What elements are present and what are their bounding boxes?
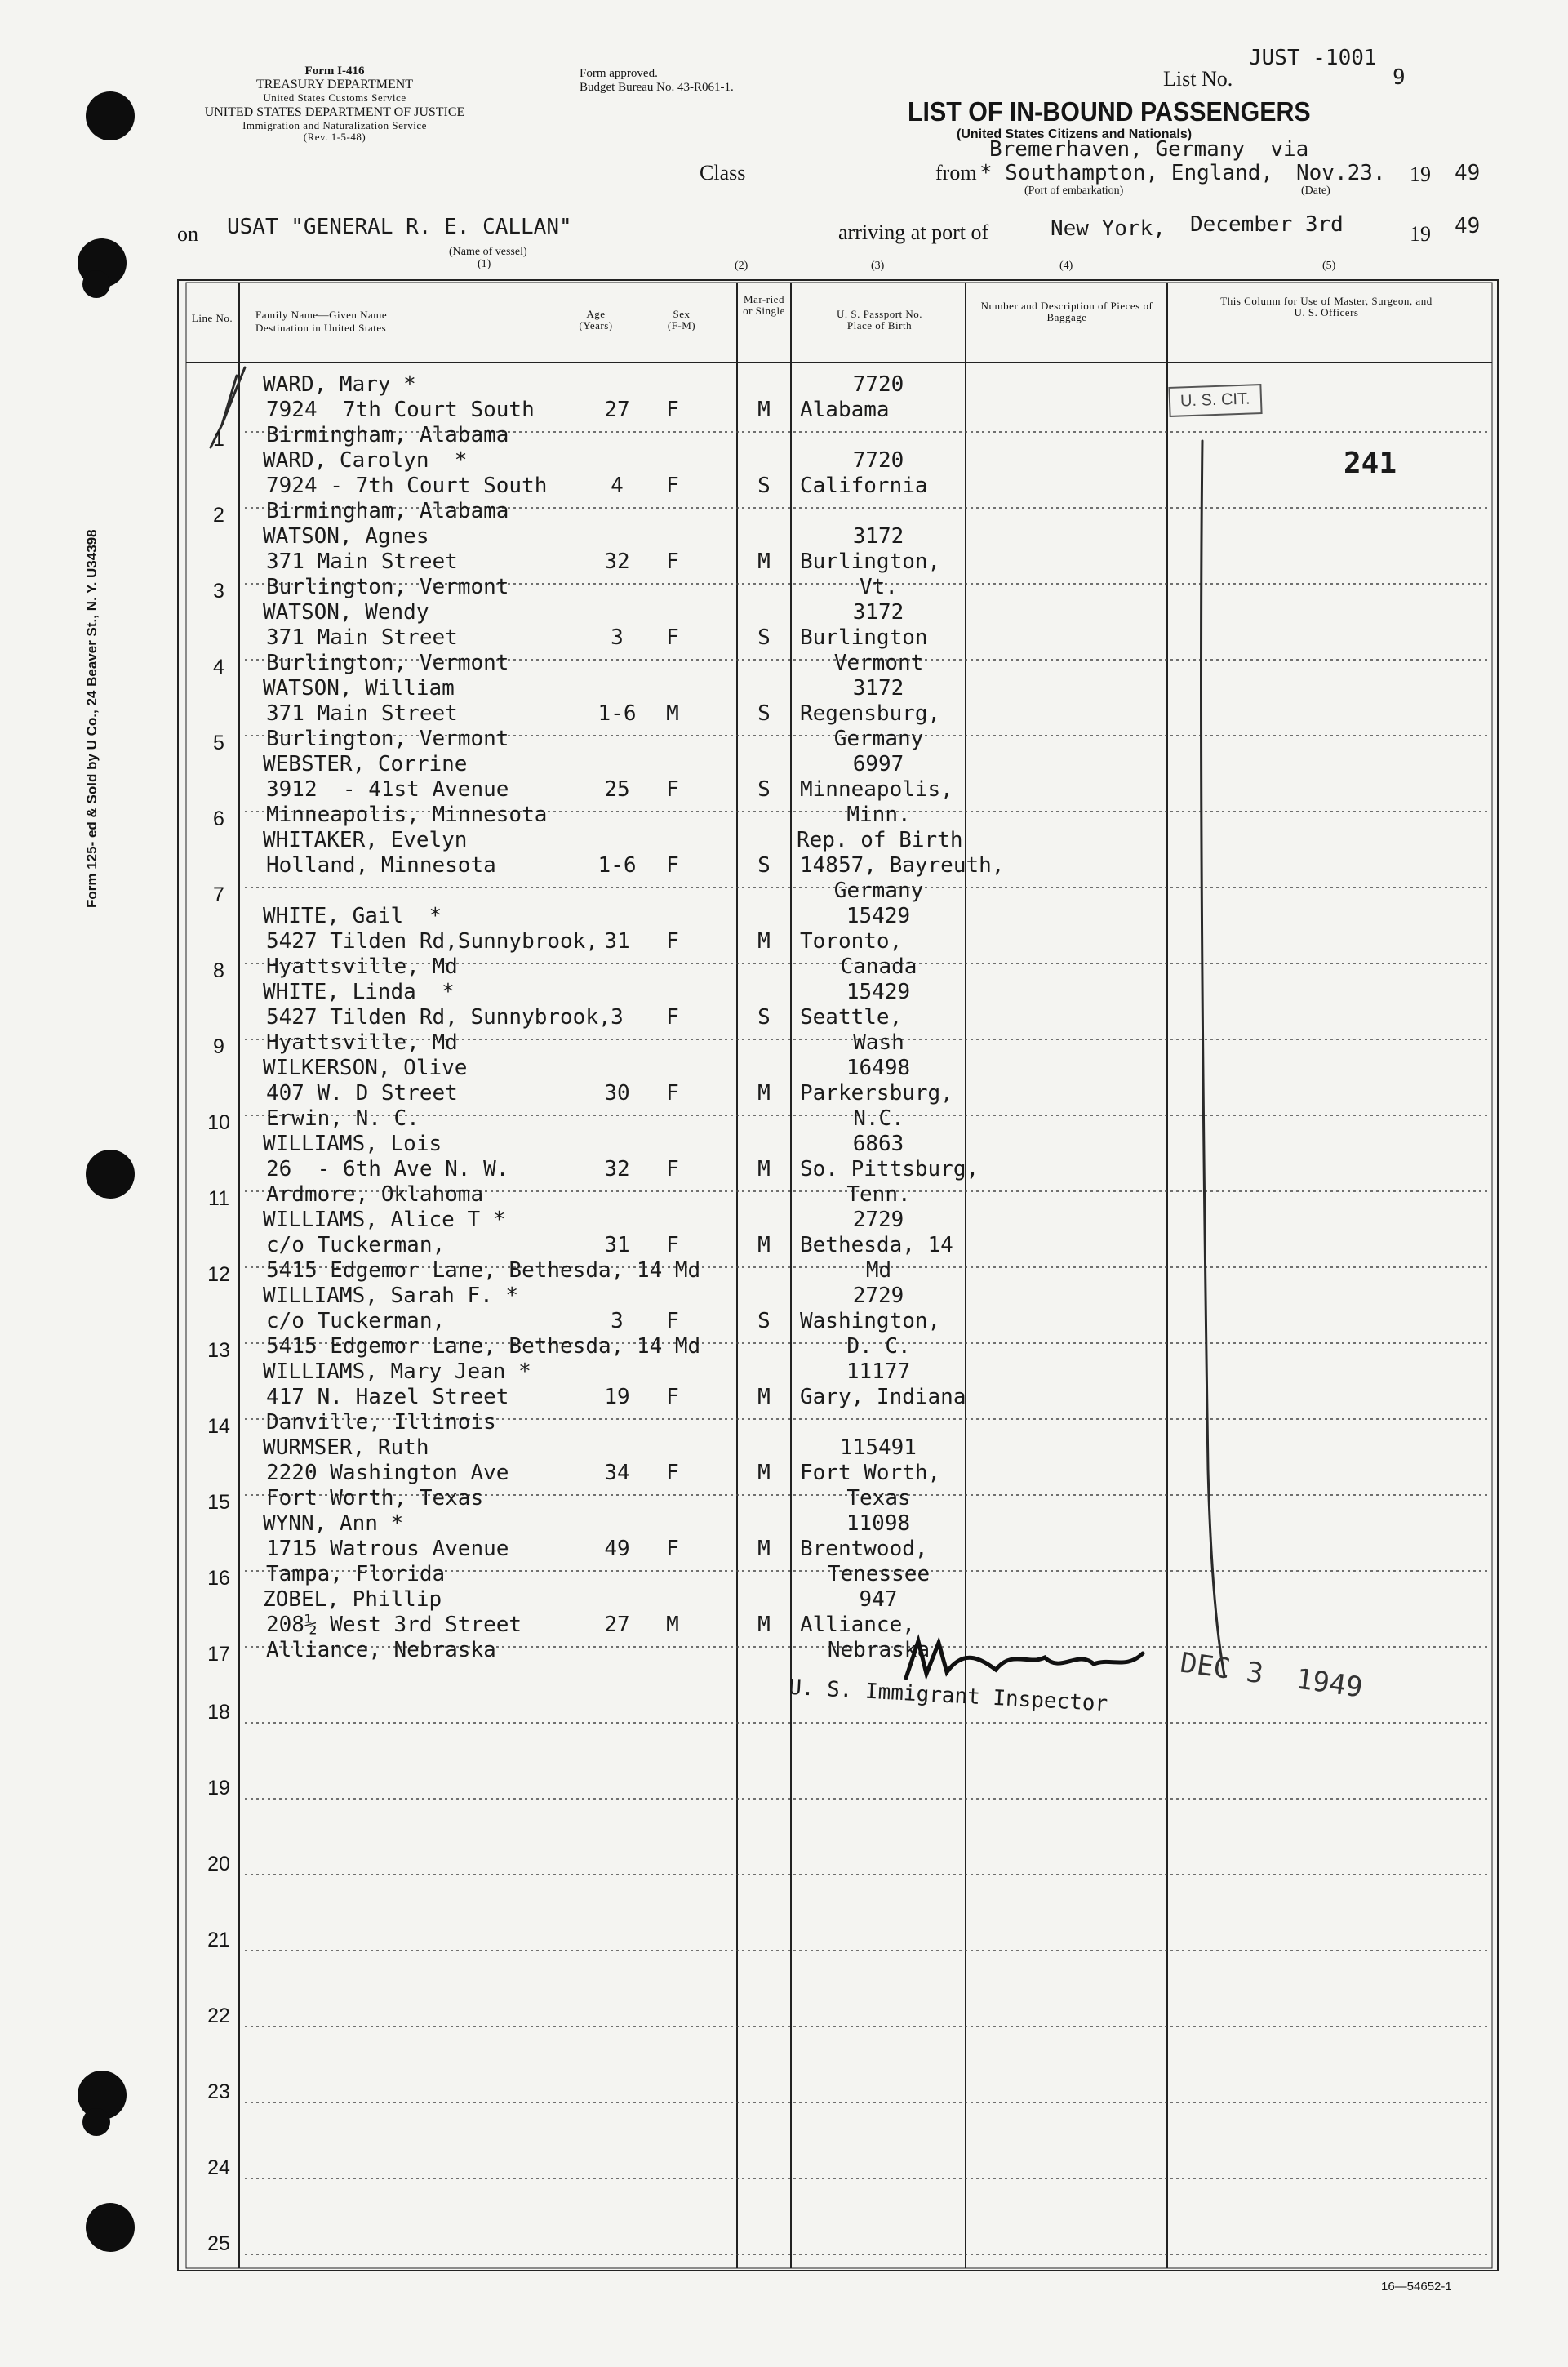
address-line-2: Hyattsville, Md — [266, 1030, 458, 1055]
sex: F — [666, 1005, 679, 1030]
birth-place-2: Wash — [853, 1030, 904, 1055]
birth-place-2: Minn. — [846, 803, 911, 827]
sex: F — [666, 474, 679, 498]
address-line-1: 7924 - 7th Court South — [266, 474, 548, 498]
form-number: Form I-416 — [304, 65, 365, 78]
sex: F — [666, 929, 679, 954]
age: 3 — [611, 625, 624, 650]
birth-place-2: Vt. — [860, 575, 898, 599]
line-number: 19 — [207, 1777, 230, 1800]
address-line-2: 5415 Edgemor Lane, Bethesda, 14 Md — [266, 1334, 701, 1359]
address-line-2: Hyattsville, Md — [266, 954, 458, 979]
marital-status: M — [757, 1157, 771, 1181]
birth-place-1: Toronto, — [800, 929, 903, 954]
passenger-name: WATSON, William — [263, 676, 455, 701]
age: 1-6 — [597, 853, 637, 878]
embark-year-prefix: 19 — [1410, 162, 1431, 186]
sex: F — [666, 1309, 679, 1333]
port-embark-label: (Port of embarkation) — [1024, 185, 1124, 197]
form-revision: (Rev. 1-5-48) — [303, 130, 366, 143]
birth-place-2: Nebraska — [827, 1638, 931, 1662]
birth-place-1: Seattle, — [800, 1005, 903, 1030]
class-label: Class — [700, 161, 746, 185]
col-married: Mar-ried or Single — [743, 293, 785, 317]
embark-year: 49 — [1455, 161, 1481, 185]
birth-place-1: Alabama — [800, 398, 890, 422]
birth-place-2: Tenessee — [827, 1562, 931, 1586]
passenger-name: WYNN, Ann * — [263, 1511, 404, 1536]
dept-treasury: TREASURY DEPARTMENT — [255, 77, 414, 91]
arriving-label: arriving at port of — [838, 220, 989, 244]
birth-place-1: Parkersburg, — [800, 1081, 953, 1106]
marital-status: S — [757, 1005, 771, 1030]
age: 27 — [604, 398, 630, 422]
address-line-1: 3912 - 41st Avenue — [266, 777, 509, 802]
sex: F — [666, 625, 679, 650]
address-line-1: 7924 7th Court South — [266, 398, 535, 422]
sex: F — [666, 1081, 679, 1106]
line-number: 8 — [213, 959, 224, 982]
address-line-2: Burlington, Vermont — [266, 575, 509, 599]
col-destination: Destination in United States — [255, 321, 387, 334]
age: 34 — [604, 1461, 630, 1485]
passport-number: 6997 — [852, 752, 904, 776]
birth-place-1: California — [800, 474, 928, 498]
passport-number: 7720 — [852, 372, 904, 397]
line-number: 10 — [207, 1111, 230, 1134]
line-number: 25 — [207, 2232, 230, 2255]
footer-code: 16—54652-1 — [1381, 2280, 1452, 2294]
birth-place-1: Minneapolis, — [800, 777, 953, 802]
line-number: 15 — [207, 1491, 230, 1514]
birth-place-1: Fort Worth, — [800, 1461, 941, 1485]
signature — [898, 1633, 1224, 1690]
passenger-name: WARD, Mary * — [263, 372, 416, 397]
col-age-sub: (Years) — [579, 318, 613, 331]
col-sex-label: Sex — [673, 308, 691, 320]
col-passport — [804, 309, 955, 331]
passport-number: 11177 — [846, 1359, 911, 1384]
passport-number: 115491 — [840, 1435, 917, 1460]
age: 1-6 — [597, 701, 637, 726]
line-number: 2 — [213, 504, 224, 527]
line-number: 23 — [207, 2080, 230, 2103]
age: 32 — [604, 1157, 630, 1181]
birth-place-1: 14857, Bayreuth, — [800, 853, 1005, 878]
address-line-1: Holland, Minnesota — [266, 853, 496, 878]
sex: F — [666, 549, 679, 574]
birth-place-1: Bethesda, 14 — [800, 1233, 953, 1257]
marital-status: M — [757, 1233, 771, 1257]
line-number: 20 — [207, 1853, 230, 1875]
from-port-line1: Bremerhaven, Germany via — [989, 137, 1309, 162]
col-num-5: (5) — [1322, 260, 1336, 272]
col-num-3: (3) — [871, 260, 885, 272]
sex: F — [666, 1233, 679, 1257]
age: 49 — [604, 1537, 630, 1561]
address-line-1: 208½ West 3rd Street — [266, 1613, 522, 1637]
line-number: 1 — [213, 428, 224, 451]
age: 3 — [611, 1309, 624, 1333]
dept-treasury-sub: United States Customs Service — [263, 91, 406, 104]
address-line-2: Fort Worth, Texas — [266, 1486, 484, 1511]
passenger-name: WARD, Carolyn * — [263, 448, 468, 473]
passport-number: 3172 — [852, 524, 904, 549]
birth-place-2: D. C. — [846, 1334, 911, 1359]
birth-place-2: Vermont — [833, 651, 924, 675]
col-age — [563, 309, 629, 331]
passport-number: 2729 — [852, 1284, 904, 1308]
marital-status: M — [757, 1081, 771, 1106]
birth-place-2: Canada — [840, 954, 917, 979]
from-port-line2: * Southampton, England, — [979, 161, 1274, 185]
address-line-1: 371 Main Street — [266, 625, 458, 650]
birth-place-1: Regensburg, — [800, 701, 941, 726]
birth-place-1: Burlington, — [800, 549, 941, 574]
passport-number: Rep. of Birth — [797, 828, 963, 852]
date-stamp: DEC 3 1949 — [1178, 1646, 1365, 1705]
sex: M — [666, 1613, 679, 1637]
list-no-value: 9 — [1393, 65, 1406, 90]
marital-status: S — [757, 1309, 771, 1333]
birth-place-1: Gary, Indiana — [800, 1385, 966, 1409]
passport-number: 3172 — [852, 676, 904, 701]
col-name-header — [255, 309, 387, 334]
sex: F — [666, 777, 679, 802]
dept-justice: UNITED STATES DEPARTMENT OF JUSTICE — [204, 105, 465, 120]
age: 31 — [604, 1233, 630, 1257]
birth-place-2: Texas — [846, 1486, 911, 1511]
date-label: (Date) — [1301, 185, 1330, 197]
address-line-1: 26 - 6th Ave N. W. — [266, 1157, 509, 1181]
age: 4 — [611, 474, 624, 498]
col-line-no: Line No. — [191, 312, 233, 324]
address-line-1: c/o Tuckerman, — [266, 1309, 446, 1333]
address-line-1: c/o Tuckerman, — [266, 1233, 446, 1257]
marital-status: S — [757, 777, 771, 802]
line-number: 18 — [207, 1701, 230, 1724]
age: 3 — [611, 1005, 624, 1030]
marital-status: M — [757, 1461, 771, 1485]
address-line-2: Alliance, Nebraska — [266, 1638, 496, 1662]
passport-number: 11098 — [846, 1511, 911, 1536]
line-number: 13 — [207, 1339, 230, 1362]
vessel-name: USAT "GENERAL R. E. CALLAN" — [227, 215, 572, 239]
vessel-label: (Name of vessel) — [449, 246, 527, 258]
marital-status: M — [757, 549, 771, 574]
age: 31 — [604, 929, 630, 954]
passport-number: 7720 — [852, 448, 904, 473]
line-number: 14 — [207, 1415, 230, 1438]
sex: F — [666, 1461, 679, 1485]
passport-number: 2729 — [852, 1208, 904, 1232]
passenger-name: WURMSER, Ruth — [263, 1435, 429, 1460]
address-line-2: Burlington, Vermont — [266, 727, 509, 751]
col-num-2: (2) — [735, 260, 748, 272]
line-number: 6 — [213, 808, 224, 830]
address-line-1: 1715 Watrous Avenue — [266, 1537, 509, 1561]
address-line-1: 2220 Washington Ave — [266, 1461, 509, 1485]
on-label: on — [177, 222, 198, 246]
age: 30 — [604, 1081, 630, 1106]
address-line-2: Burlington, Vermont — [266, 651, 509, 675]
age: 27 — [604, 1613, 630, 1637]
arrival-year: 49 — [1455, 214, 1481, 238]
sex: M — [666, 701, 679, 726]
passenger-name: WILLIAMS, Sarah F. * — [263, 1284, 519, 1308]
address-line-2: Erwin, N. C. — [266, 1106, 420, 1131]
stamp-number: 241 — [1344, 447, 1397, 480]
passenger-name: WILKERSON, Olive — [263, 1056, 468, 1080]
passenger-name: WEBSTER, Corrine — [263, 752, 468, 776]
list-title: LIST OF IN-BOUND PASSENGERS — [908, 96, 1311, 127]
address-line-2: Danville, Illinois — [266, 1410, 496, 1435]
birth-place-2: Germany — [833, 727, 924, 751]
col-officers: This Column for Use of Master, Surgeon, and U. S. Officers — [1220, 295, 1433, 318]
address-line-2: Birmingham, Alabama — [266, 499, 509, 523]
passenger-name: WATSON, Agnes — [263, 524, 429, 549]
marital-status: M — [757, 929, 771, 954]
passenger-name: WHITE, Gail * — [263, 904, 442, 928]
passenger-name: ZOBEL, Phillip — [263, 1587, 442, 1612]
dept-justice-sub: Immigration and Naturalization Service — [242, 118, 427, 131]
line-number: 7 — [213, 883, 224, 906]
address-line-1: 371 Main Street — [266, 549, 458, 574]
marital-status: S — [757, 853, 771, 878]
sex: F — [666, 1537, 679, 1561]
col-passport-label: U. S. Passport No. — [836, 308, 923, 320]
line-number: 9 — [213, 1035, 224, 1058]
sex: F — [666, 853, 679, 878]
marital-status: M — [757, 1385, 771, 1409]
birth-place-1: Brentwood, — [800, 1537, 928, 1561]
passport-number: 6863 — [852, 1132, 904, 1156]
approved-text: Form approved. — [580, 67, 658, 80]
budget-text: Budget Bureau No. 43-R061-1. — [580, 80, 734, 94]
line-number: 17 — [207, 1643, 230, 1666]
address-line-2: 5415 Edgemor Lane, Bethesda, 14 Md — [266, 1258, 701, 1283]
just-number: JUST -1001 — [1249, 46, 1377, 70]
passport-number: 15429 — [846, 980, 911, 1004]
marital-status: S — [757, 625, 771, 650]
passenger-name: WILLIAMS, Alice T * — [263, 1208, 506, 1232]
passenger-name: WILLIAMS, Mary Jean * — [263, 1359, 531, 1384]
birth-place-2: Tenn. — [846, 1182, 911, 1207]
col-sex-sub: (F-M) — [667, 318, 696, 331]
birth-place-2: Germany — [833, 879, 924, 903]
line-number: 16 — [207, 1567, 230, 1590]
embark-date: Nov.23. — [1296, 161, 1386, 185]
arrival-year-prefix: 19 — [1410, 222, 1431, 246]
col-family-name: Family Name—Given Name — [255, 309, 388, 321]
list-no-label: List No. — [1163, 67, 1233, 91]
line-number: 4 — [213, 656, 224, 679]
line-number: 3 — [213, 580, 224, 603]
line-number: 12 — [207, 1263, 230, 1286]
birth-place-1: Washington, — [800, 1309, 941, 1333]
arrival-date: December 3rd — [1190, 212, 1344, 237]
birth-place-2: Md — [865, 1258, 892, 1283]
sex: F — [666, 398, 679, 422]
marital-status: M — [757, 398, 771, 422]
passport-number: 16498 — [846, 1056, 911, 1080]
age: 32 — [604, 549, 630, 574]
birth-place-1: Burlington — [800, 625, 928, 650]
address-line-1: 5427 Tilden Rd, Sunnybrook, — [266, 1005, 611, 1030]
vessel-col-num: (1) — [478, 258, 491, 270]
marital-status: M — [757, 1537, 771, 1561]
birth-place-1: Alliance, — [800, 1613, 915, 1637]
line-number: 5 — [213, 732, 224, 754]
col-sex — [653, 309, 710, 331]
sex: F — [666, 1157, 679, 1181]
line-number: 24 — [207, 2156, 230, 2179]
age: 25 — [604, 777, 630, 802]
sex: F — [666, 1385, 679, 1409]
marital-status: M — [757, 1613, 771, 1637]
marital-status: S — [757, 474, 771, 498]
col-num-4: (4) — [1059, 260, 1073, 272]
col-age-label: Age — [586, 308, 606, 320]
address-line-1: 407 W. D Street — [266, 1081, 458, 1106]
address-line-1: 371 Main Street — [266, 701, 458, 726]
address-line-1: 5427 Tilden Rd,Sunnybrook, — [266, 929, 598, 954]
birth-place-2: N.C. — [853, 1106, 904, 1131]
age: 19 — [604, 1385, 630, 1409]
address-line-2: Tampa, Florida — [266, 1562, 446, 1586]
passenger-name: WILLIAMS, Lois — [263, 1132, 442, 1156]
line-number: 22 — [207, 2004, 230, 2027]
address-line-2: Ardmore, Oklahoma — [266, 1182, 484, 1207]
birth-place-1: So. Pittsburg, — [800, 1157, 979, 1181]
arrival-port: New York, — [1051, 216, 1166, 241]
col-birth-label: Place of Birth — [846, 318, 913, 331]
passport-number: 15429 — [846, 904, 911, 928]
line-number: 11 — [208, 1187, 229, 1210]
inspector-stamp: U. S. Immigrant Inspector — [788, 1675, 1108, 1717]
line-number: 21 — [207, 1929, 230, 1951]
col-baggage: Number and Description of Pieces of Baggage — [980, 300, 1153, 323]
passport-number: 3172 — [852, 600, 904, 625]
passenger-name: WHITAKER, Evelyn — [263, 828, 468, 852]
us-cit-stamp: U. S. CIT. — [1168, 384, 1262, 417]
passenger-name: WATSON, Wendy — [263, 600, 429, 625]
printer-imprint: Form 125- ed & Sold by U Co., 24 Beaver St., N. Y. U34398 — [84, 529, 100, 908]
marital-status: S — [757, 701, 771, 726]
address-line-1: 417 N. Hazel Street — [266, 1385, 509, 1409]
list-subtitle: (United States Citizens and Nationals) — [957, 127, 1193, 141]
address-line-2: Minneapolis, Minnesota — [266, 803, 548, 827]
address-line-2: Birmingham, Alabama — [266, 423, 509, 447]
passport-number: 947 — [859, 1587, 898, 1612]
passenger-name: WHITE, Linda * — [263, 980, 455, 1004]
from-label: from — [935, 161, 977, 185]
